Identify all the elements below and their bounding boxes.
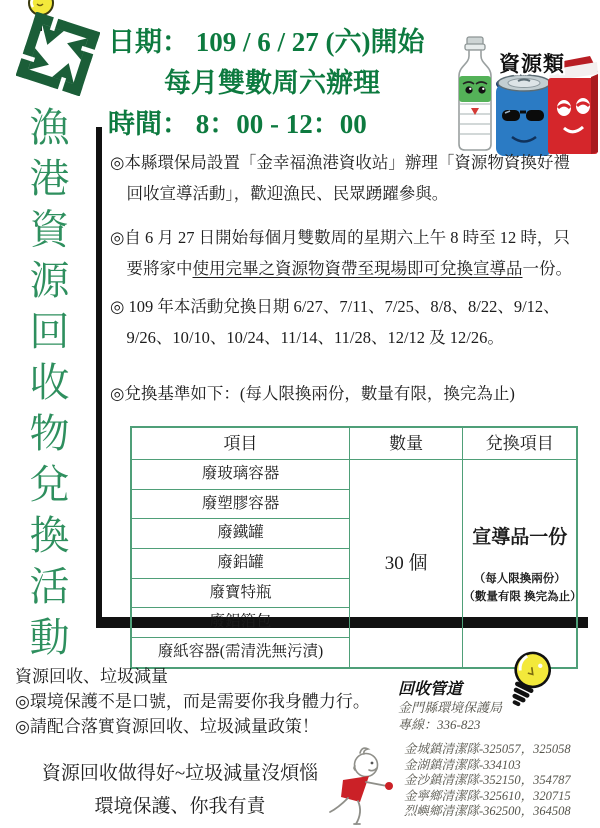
column-header-item: 項目 xyxy=(131,427,349,460)
event-heading xyxy=(108,22,468,145)
reward-cell xyxy=(463,460,582,668)
item-cell: 廢寶特瓶 xyxy=(131,578,349,608)
quantity-cell: 30 個 xyxy=(349,460,463,668)
footer-slogan-2: 環境保護、你我有責 xyxy=(94,796,266,817)
item-cell: 廢紙容器(需清洗無污漬) xyxy=(131,638,349,668)
item-cell: 廢鐵罐 xyxy=(131,519,349,549)
paragraph-dates: ◎ 109 年本活動兌換日期 6/27、7/11、7/25、8/8、8/22、9/12、9/26、10/10、10/24、11/14、11/28、12/12 及 12/26。 xyxy=(110,297,560,347)
reward-title: 宣導品一份 xyxy=(472,527,568,549)
footer-left-block xyxy=(15,664,370,739)
list-item: 金城鎮清潔隊-325057，325058 xyxy=(404,742,571,756)
paragraph-rules: ◎兌換基準如下：(每人限換兩份，數量有限，換完為止) xyxy=(110,384,515,404)
list-item: 金寧鄉清潔隊-325610，320715 xyxy=(404,788,571,803)
lightbulb-icon xyxy=(503,648,559,714)
footer-left-title: 資源回收、垃圾減量 xyxy=(15,667,168,686)
schedule-tail-text: 一份。 xyxy=(522,258,572,278)
frame-vertical-rule xyxy=(96,127,102,628)
poster-vertical-title: 漁港資源回收物兌換活動 xyxy=(24,106,69,667)
footer-left-line1: ◎環境保護不是口號，而是需要你我身體力行。 xyxy=(15,692,370,711)
recycle-logo-icon xyxy=(16,12,100,96)
list-item: 金沙鎮清潔隊-352150，354787 xyxy=(404,773,571,787)
cleanup-team-list xyxy=(398,742,571,820)
item-cell: 廢塑膠容器 xyxy=(131,489,349,519)
table-row xyxy=(131,460,577,490)
list-item: 金湖鎮清潔隊-334103 xyxy=(404,757,521,772)
resource-category-label: 資源類 xyxy=(499,53,565,76)
reward-note-2: （數量有限 換完為止） xyxy=(463,590,582,603)
table-header-row xyxy=(131,427,577,460)
event-time-line: 時間： 8：00 - 12：00 xyxy=(108,109,367,139)
channel-organization: 金門縣環境保護局 xyxy=(398,700,503,715)
running-kid-icon xyxy=(326,740,402,828)
list-item: 烈嶼鄉清潔隊-362500，364508 xyxy=(404,804,571,818)
column-header-reward: 兌換項目 xyxy=(463,427,577,460)
channel-title: 回收管道 xyxy=(398,681,463,698)
main-content xyxy=(110,148,584,669)
bottle-character-icon xyxy=(459,37,491,150)
paragraph-intro: ◎本縣環保局設置「金幸福漁港資收站」辦理「資源物資換好禮回收宣導活動」，歡迎漁民、民眾踴躍參與。 xyxy=(110,153,570,203)
reward-note-1: （每人限換兩份） xyxy=(473,573,566,586)
schedule-text: ◎自 6 月 27 日開始每個月雙數周的星期六上午 8 時至 12 時，只要將家中 xyxy=(110,228,570,278)
exchange-table xyxy=(130,426,582,669)
item-cell: 廢鋁箔包 xyxy=(131,608,349,638)
item-cell: 廢鋁罐 xyxy=(131,549,349,579)
channel-hotline: 專線：336-823 xyxy=(398,717,481,732)
footer-left-line2: ◎請配合落實資源回收、垃圾減量政策！ xyxy=(15,717,319,736)
can-character-icon xyxy=(496,75,552,156)
event-date-line: 日期： 109 / 6 / 27 (六)開始 xyxy=(108,27,425,57)
schedule-underlined-text: 使用完畢之資源物資帶至現場即可兌換宣導品 xyxy=(192,258,523,278)
column-header-quantity: 數量 xyxy=(349,427,463,460)
event-date-line2: 每月雙數周六辦理 xyxy=(164,68,380,98)
footer-slogan-1: 資源回收做得好~垃圾減量沒煩惱 xyxy=(41,763,319,784)
paragraph-schedule xyxy=(110,223,584,284)
item-cell: 廢玻璃容器 xyxy=(131,460,349,490)
